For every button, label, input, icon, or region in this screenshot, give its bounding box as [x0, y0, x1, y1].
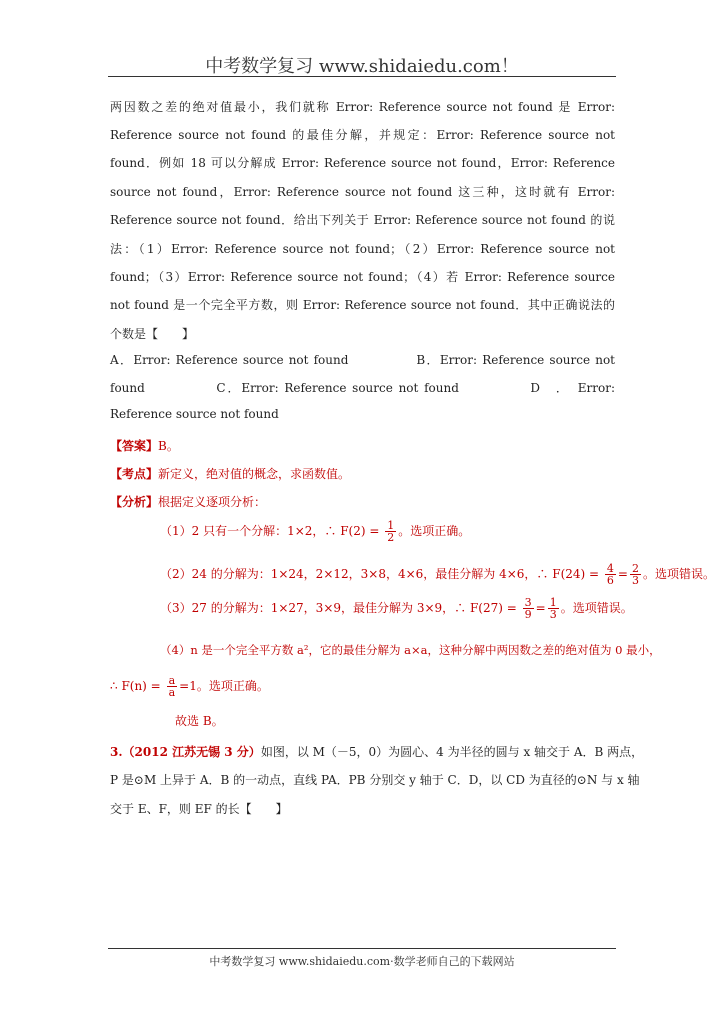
item1-text: （1）2 只有一个分解：1×2，∴ F(2) = — [160, 524, 380, 538]
fraction — [605, 563, 616, 586]
option-line: A．Error: Reference source not found B．Error: Reference source not — [110, 353, 615, 367]
point-label: 【考点】 — [110, 467, 159, 481]
analysis-value: 根据定义逐项分析： — [158, 495, 267, 509]
page-header: 中考数学复习 www.shidaiedu.com！ — [205, 56, 519, 77]
item4-text: ∴ F(n) = — [110, 679, 161, 693]
analysis-item-3 — [160, 597, 633, 620]
analysis-item-4: （4）n 是一个完全平方数 a²，它的最佳分解为 a×a，这种分解中两因数之差的绝对值为 0 最小， — [160, 643, 661, 657]
numerator: 3 — [524, 596, 532, 609]
denominator: 3 — [549, 608, 557, 621]
numerator: a — [168, 674, 176, 687]
question-line: found；（3）Error: Reference source not found；（4）若 Error: Reference source — [110, 270, 615, 284]
item3-text: （3）27 的分解为：1×27，3×9，最佳分解为 3×9，∴ F(27) = — [160, 601, 517, 615]
analysis-label: 【分析】 — [110, 495, 159, 509]
header-divider — [108, 76, 616, 77]
denominator: 6 — [606, 574, 614, 587]
question-line: found．例如 18 可以分解成 Error: Reference source not found，Error: Reference — [110, 156, 615, 170]
equals-sign: = — [535, 601, 546, 615]
question-3-line: P 是⊙M 上异于 A．B 的一动点，直线 PA．PB 分别交 y 轴于 C．D，以 CD 为直径的⊙N 与 x 轴 — [110, 773, 640, 787]
denominator: a — [168, 686, 176, 699]
denominator: 2 — [387, 531, 395, 544]
fraction — [385, 520, 396, 543]
numerator: 1 — [387, 519, 395, 532]
analysis-item-1 — [160, 520, 470, 543]
numerator: 1 — [549, 596, 557, 609]
point-value: 新定义，绝对值的概念，求函数值。 — [158, 467, 351, 481]
question-line: source not found，Error: Reference source not found 这三种，这时就有 Error: — [110, 185, 615, 199]
option-line: found C．Error: Reference source not found D ． Error: — [110, 381, 615, 395]
question-3-line — [110, 743, 643, 760]
denominator: 3 — [631, 574, 639, 587]
fraction — [523, 597, 534, 620]
question-3-label: 3.（2012 江苏无锡 3 分） — [110, 745, 261, 759]
question-3-line: 交于 E、F，则 EF 的长【 】 — [110, 802, 288, 816]
question-line: 两因数之差的绝对值最小，我们就称 Error: Reference source not found 是 Error: — [110, 100, 615, 114]
question-line: Reference source not found 的最佳分解，并规定：Error: Reference source not — [110, 128, 615, 142]
denominator: 9 — [524, 608, 532, 621]
fraction — [548, 597, 559, 620]
item2-text: （2）24 的分解为：1×24，2×12，3×8，4×6，最佳分解为 4×6，∴ F(24) = — [160, 567, 600, 581]
answer-row — [110, 437, 179, 454]
answer-label: 【答案】 — [110, 439, 159, 453]
analysis-item-4-conclusion — [110, 675, 269, 698]
page-footer: 中考数学复习 www.shidaiedu.com·数学老师自己的下载网站 — [209, 955, 515, 968]
analysis-conclusion: 故选 B。 — [175, 714, 224, 728]
analysis-row — [110, 493, 266, 510]
question-3-text: 如图，以 M（－5，0）为圆心、4 为半径的圆与 x 轴交于 A．B 两点， — [260, 745, 644, 759]
item1-result: 。选项正确。 — [398, 524, 471, 538]
equals-sign: = — [617, 567, 628, 581]
fraction — [167, 675, 178, 698]
question-line: Reference source not found．给出下列关于 Error: Reference source not found 的说 — [110, 213, 615, 227]
item3-result: 。选项错误。 — [560, 601, 633, 615]
question-line: 个数是【 】 — [110, 327, 195, 341]
analysis-item-2 — [160, 563, 715, 586]
point-row — [110, 465, 350, 482]
question-line: 法：（1）Error: Reference source not found；（2）Error: Reference source not — [110, 242, 615, 256]
fraction — [630, 563, 641, 586]
answer-value: B。 — [158, 439, 179, 453]
item2-result: 。选项错误。 — [642, 567, 715, 581]
question-line: not found 是一个完全平方数，则 Error: Reference source not found．其中正确说法的 — [110, 298, 615, 312]
numerator: 2 — [631, 562, 639, 575]
option-line: Reference source not found — [110, 407, 279, 421]
footer-divider — [108, 948, 616, 949]
item4-result: =1。选项正确。 — [179, 679, 269, 693]
numerator: 4 — [606, 562, 614, 575]
